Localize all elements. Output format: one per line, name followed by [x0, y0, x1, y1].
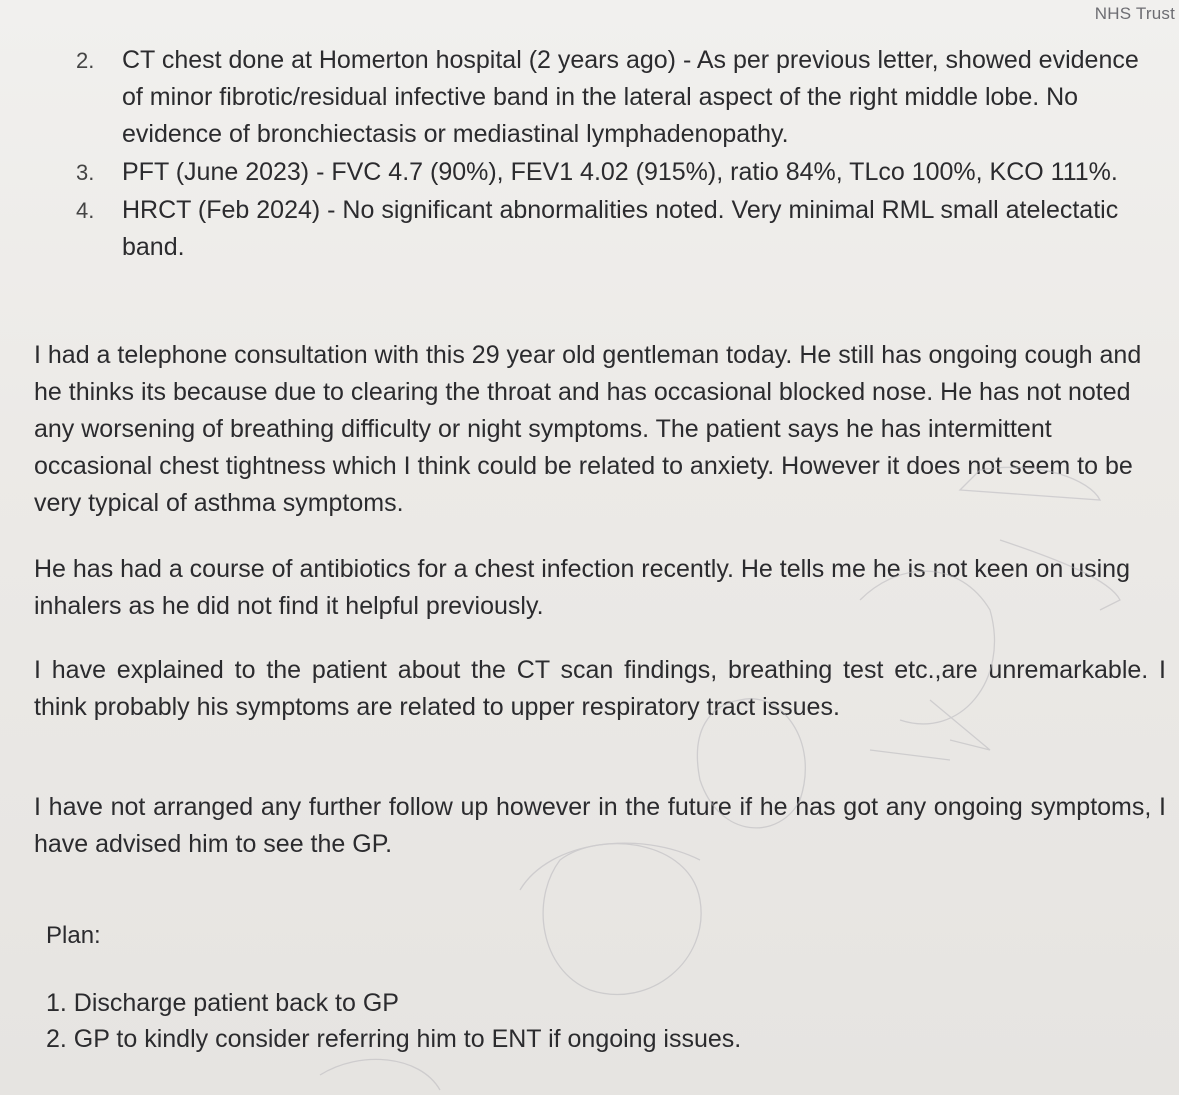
list-item-number: 2. — [76, 48, 95, 73]
followup-paragraph: I have not arranged any further follow up however in the future if he has got any ongoing symptoms, I have advised him to see the GP. — [34, 793, 1166, 858]
list-item-text: CT chest done at Homerton hospital (2 years ago) - As per previous letter, showed evidence of minor fibrotic/residual infective band in the lateral aspect of the right middle lobe. No evidence of bronchiectasis or mediastinal lymphadenopathy. — [122, 46, 1139, 148]
plan-item: 2. GP to kindly consider referring him to ENT if ongoing issues. — [46, 1025, 742, 1053]
nhs-trust-header: NHS Trust — [1094, 4, 1175, 23]
list-item — [72, 192, 1152, 266]
antibiotics-paragraph: He has had a course of antibiotics for a chest infection recently. He tells me he is not keen on using inhalers as he did not find it helpful previously. — [34, 555, 1130, 620]
list-item-number: 3. — [76, 160, 95, 185]
explained-paragraph: I have explained to the patient about the CT scan findings, breathing test etc.,are unremarkable. I think probably his symptoms are related to upper respiratory tract issues. — [34, 656, 1166, 721]
investigations-list — [72, 42, 1152, 267]
plan-item: 1. Discharge patient back to GP — [46, 989, 399, 1017]
list-item-text: PFT (June 2023) - FVC 4.7 (90%), FEV1 4.02 (915%), ratio 84%, TLco 100%, KCO 111%. — [122, 158, 1118, 186]
list-item — [72, 42, 1152, 153]
plan-list — [46, 985, 741, 1057]
list-item-text: HRCT (Feb 2024) - No significant abnormalities noted. Very minimal RML small atelectatic band. — [122, 196, 1119, 261]
plan-heading: Plan: — [46, 922, 101, 949]
list-item-number: 4. — [76, 198, 95, 223]
list-item — [72, 154, 1152, 191]
consultation-paragraph: I had a telephone consultation with this 29 year old gentleman today. He still has ongoing cough and he thinks its because due to clearing the throat and has occasional blocked nose. He has not noted any worsening of breathing difficulty or night symptoms. The patient says he has intermittent occasional chest tightness which I think could be related to anxiety. However it does not seem to be very typical of asthma symptoms. — [34, 341, 1142, 517]
